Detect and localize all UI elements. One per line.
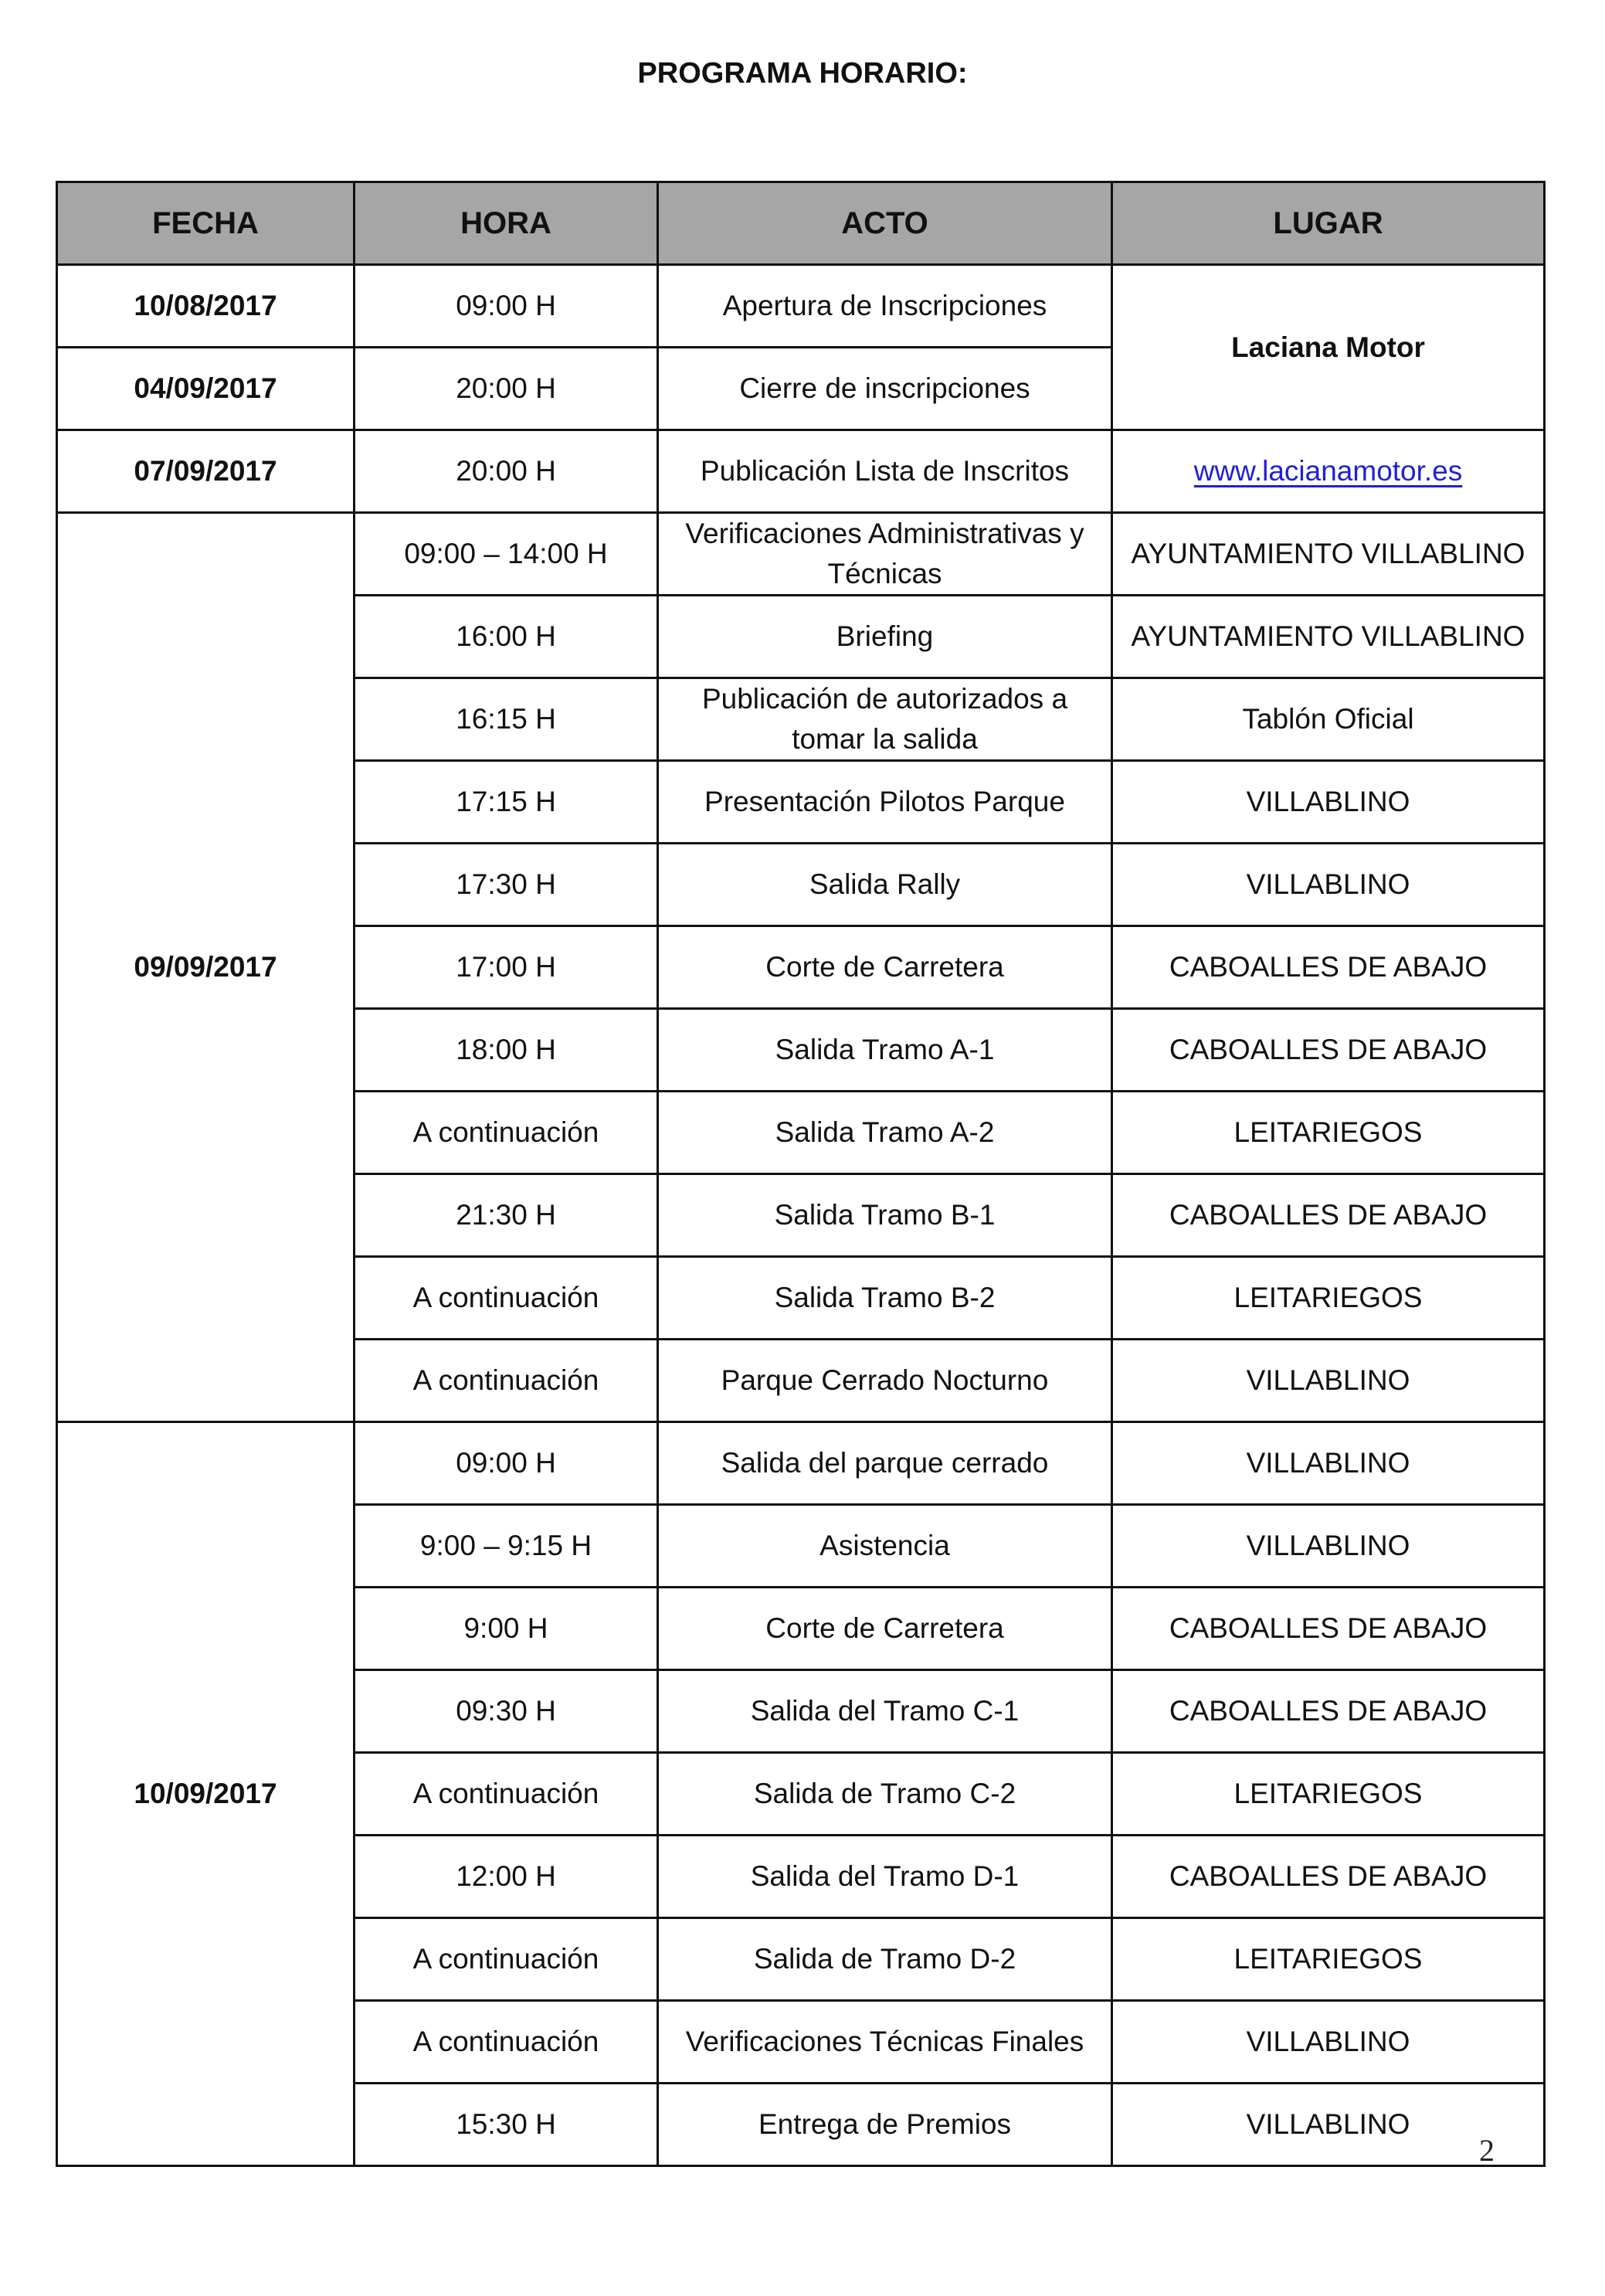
cell-hora: 20:00 H — [355, 430, 658, 513]
cell-hora: A continuación — [355, 2001, 658, 2084]
cell-hora: A continuación — [355, 1257, 658, 1340]
cell-lugar: CABOALLES DE ABAJO — [1112, 1670, 1545, 1753]
cell-lugar: VILLABLINO — [1112, 1340, 1545, 1422]
cell-acto: Salida de Tramo D-2 — [658, 1918, 1112, 2001]
cell-acto: Verificaciones Técnicas Finales — [658, 2001, 1112, 2084]
cell-hora: 09:00 H — [355, 1422, 658, 1505]
cell-lugar: AYUNTAMIENTO VILLABLINO — [1112, 596, 1545, 678]
cell-hora: A continuación — [355, 1092, 658, 1174]
cell-acto: Salida Tramo A-2 — [658, 1092, 1112, 1174]
cell-acto: Salida Tramo B-2 — [658, 1257, 1112, 1340]
cell-lugar — [1112, 430, 1545, 513]
cell-hora: 9:00 – 9:15 H — [355, 1505, 658, 1588]
cell-lugar: CABOALLES DE ABAJO — [1112, 1174, 1545, 1257]
header-acto: ACTO — [658, 182, 1112, 265]
cell-hora: 16:15 H — [355, 678, 658, 761]
page-number: 2 — [1479, 2133, 1495, 2168]
cell-lugar: VILLABLINO — [1112, 2001, 1545, 2084]
cell-lugar: CABOALLES DE ABAJO — [1112, 1588, 1545, 1670]
cell-hora: 09:30 H — [355, 1670, 658, 1753]
cell-lugar: VILLABLINO — [1112, 2084, 1545, 2166]
cell-acto: Publicación de autorizados a tomar la salida — [658, 678, 1112, 761]
cell-acto: Entrega de Premios — [658, 2084, 1112, 2166]
cell-lugar: Laciana Motor — [1112, 265, 1545, 430]
cell-lugar: VILLABLINO — [1112, 761, 1545, 844]
cell-acto: Presentación Pilotos Parque — [658, 761, 1112, 844]
table-row — [57, 513, 1545, 596]
cell-acto: Apertura de Inscripciones — [658, 265, 1112, 348]
cell-hora: 20:00 H — [355, 348, 658, 430]
cell-fecha: 04/09/2017 — [57, 348, 355, 430]
cell-hora: 18:00 H — [355, 1009, 658, 1092]
cell-acto: Parque Cerrado Nocturno — [658, 1340, 1112, 1422]
cell-acto: Salida Rally — [658, 844, 1112, 926]
cell-acto: Corte de Carretera — [658, 1588, 1112, 1670]
cell-hora: 9:00 H — [355, 1588, 658, 1670]
cell-hora: 17:15 H — [355, 761, 658, 844]
header-lugar: LUGAR — [1112, 182, 1545, 265]
cell-hora: A continuación — [355, 1753, 658, 1836]
cell-acto: Briefing — [658, 596, 1112, 678]
cell-acto: Asistencia — [658, 1505, 1112, 1588]
header-fecha: FECHA — [57, 182, 355, 265]
cell-acto: Verificaciones Administrativas y Técnicas — [658, 513, 1112, 596]
website-link[interactable]: www.lacianamotor.es — [1193, 455, 1463, 487]
cell-hora: A continuación — [355, 1340, 658, 1422]
cell-lugar: VILLABLINO — [1112, 844, 1545, 926]
table-row — [57, 430, 1545, 513]
cell-acto: Publicación Lista de Inscritos — [658, 430, 1112, 513]
cell-acto: Corte de Carretera — [658, 926, 1112, 1009]
table-header-row — [57, 182, 1545, 265]
cell-acto: Salida Tramo A-1 — [658, 1009, 1112, 1092]
cell-lugar: CABOALLES DE ABAJO — [1112, 1009, 1545, 1092]
cell-hora: A continuación — [355, 1918, 658, 2001]
cell-acto: Salida del parque cerrado — [658, 1422, 1112, 1505]
cell-fecha: 07/09/2017 — [57, 430, 355, 513]
table-row — [57, 265, 1545, 348]
cell-hora: 09:00 – 14:00 H — [355, 513, 658, 596]
schedule-table — [56, 181, 1546, 2167]
cell-lugar: LEITARIEGOS — [1112, 1092, 1545, 1174]
cell-acto: Salida del Tramo C-1 — [658, 1670, 1112, 1753]
table-row — [57, 1422, 1545, 1505]
cell-lugar: LEITARIEGOS — [1112, 1918, 1545, 2001]
cell-acto: Salida de Tramo C-2 — [658, 1753, 1112, 1836]
cell-hora: 21:30 H — [355, 1174, 658, 1257]
cell-hora: 17:00 H — [355, 926, 658, 1009]
page-title: PROGRAMA HORARIO: — [637, 57, 968, 90]
cell-lugar: LEITARIEGOS — [1112, 1753, 1545, 1836]
cell-acto: Salida del Tramo D-1 — [658, 1836, 1112, 1918]
header-hora: HORA — [355, 182, 658, 265]
cell-fecha: 10/09/2017 — [57, 1422, 355, 2166]
cell-hora: 09:00 H — [355, 265, 658, 348]
cell-acto: Salida Tramo B-1 — [658, 1174, 1112, 1257]
cell-lugar: Tablón Oficial — [1112, 678, 1545, 761]
cell-acto: Cierre de inscripciones — [658, 348, 1112, 430]
cell-hora: 16:00 H — [355, 596, 658, 678]
cell-lugar: AYUNTAMIENTO VILLABLINO — [1112, 513, 1545, 596]
cell-lugar: CABOALLES DE ABAJO — [1112, 1836, 1545, 1918]
cell-hora: 17:30 H — [355, 844, 658, 926]
cell-fecha: 09/09/2017 — [57, 513, 355, 1422]
cell-hora: 15:30 H — [355, 2084, 658, 2166]
cell-fecha: 10/08/2017 — [57, 265, 355, 348]
cell-lugar: CABOALLES DE ABAJO — [1112, 926, 1545, 1009]
cell-lugar: VILLABLINO — [1112, 1422, 1545, 1505]
cell-hora: 12:00 H — [355, 1836, 658, 1918]
cell-lugar: LEITARIEGOS — [1112, 1257, 1545, 1340]
cell-lugar: VILLABLINO — [1112, 1505, 1545, 1588]
